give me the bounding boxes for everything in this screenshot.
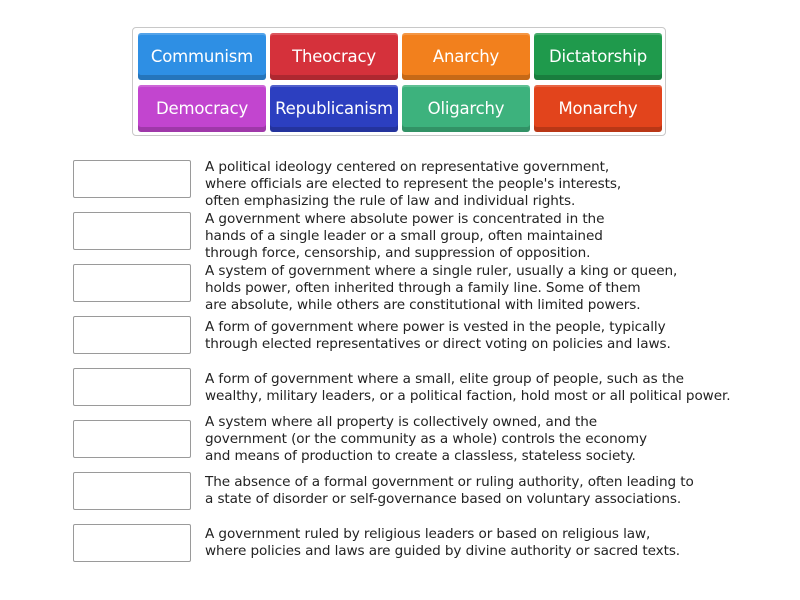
tile-anarchy[interactable]: Anarchy [402,33,530,80]
definition-text: A form of government where a small, elite group of people, such as the wealthy, military leaders, or a political faction, hold most or all political power. [205,371,731,404]
drop-zone[interactable] [73,160,191,198]
word-bank [132,27,666,136]
drop-zone[interactable] [73,524,191,562]
tile-oligarchy[interactable]: Oligarchy [402,85,530,132]
drop-zone[interactable] [73,212,191,250]
tile-dictatorship[interactable]: Dictatorship [534,33,662,80]
definition-text: The absence of a formal government or ruling authority, often leading to a state of disorder or self-governance based on voluntary associations. [205,474,694,507]
tile-republicanism[interactable]: Republicanism [270,85,398,132]
definition-text: A government where absolute power is concentrated in the hands of a single leader or a small group, often maintained through force, censorship, and suppression of opposition. [205,211,605,261]
definition-text: A political ideology centered on representative government, where officials are elected to represent the people's interests, often emphasizing the rule of law and individual rights. [205,159,622,209]
definition-text: A system where all property is collectively owned, and the government (or the community as a whole) controls the economy and means of production to create a classless, stateless society. [205,414,647,464]
definition-text: A form of government where power is vested in the people, typically through elected representatives or direct voting on policies and laws. [205,319,671,352]
definition-text: A government ruled by religious leaders or based on religious law, where policies and laws are guided by divine authority or sacred texts. [205,526,681,559]
drop-zone[interactable] [73,264,191,302]
drop-zone[interactable] [73,368,191,406]
tile-theocracy[interactable]: Theocracy [270,33,398,80]
tile-monarchy[interactable]: Monarchy [534,85,662,132]
drop-zone[interactable] [73,316,191,354]
tile-democracy[interactable]: Democracy [138,85,266,132]
tile-communism[interactable]: Communism [138,33,266,80]
drop-zone[interactable] [73,420,191,458]
drop-zone[interactable] [73,472,191,510]
definition-text: A system of government where a single ruler, usually a king or queen, holds power, often inherited through a family line. Some of them are absolute, while others are constitutional with limited powers. [205,263,678,313]
